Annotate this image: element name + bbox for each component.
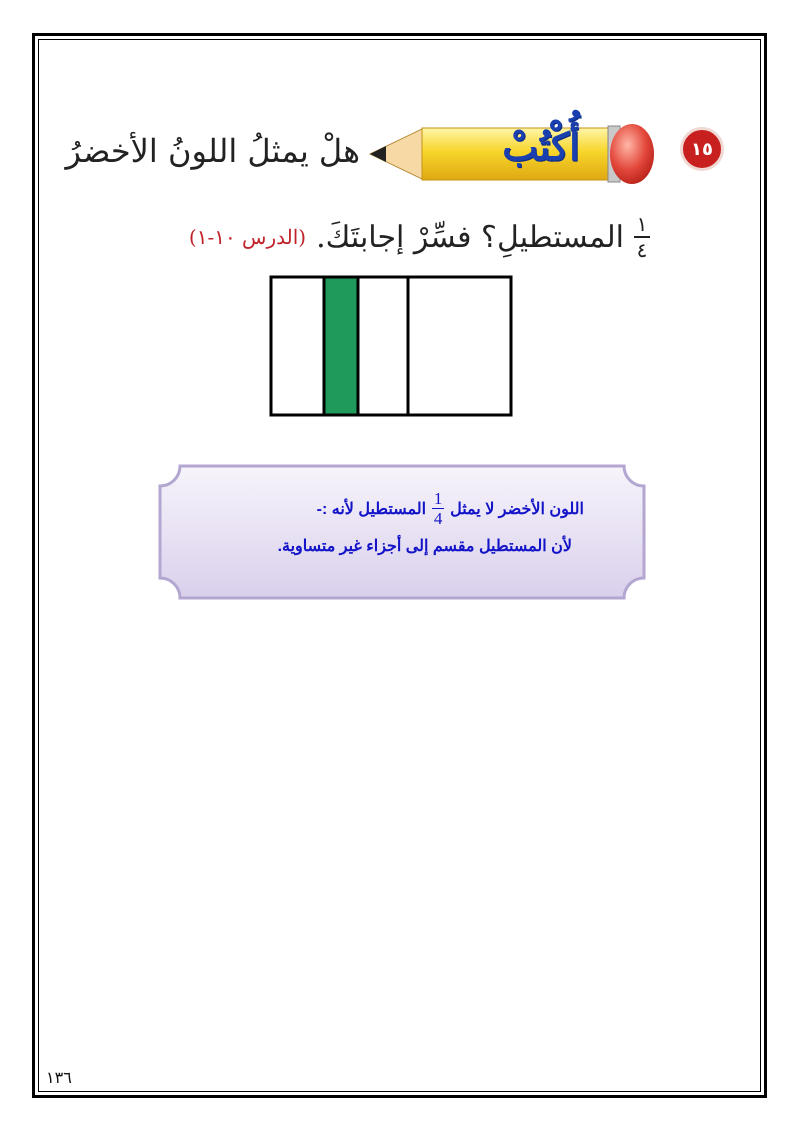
page-number: ١٣٦ [46, 1068, 72, 1087]
question-text-line1: هلْ يمثلُ اللونُ الأخضرُ [65, 132, 360, 170]
partitioned-rectangle [269, 275, 513, 417]
answer-line1-before: اللون الأخضر لا يمثل [450, 500, 584, 518]
question-text-line2 [189, 214, 650, 260]
question-number-badge: ١٥ [680, 127, 724, 171]
rectangle-outline [271, 277, 511, 415]
question-text-line2-body: المستطيلِ؟ فسِّرْ إجابتَكَ. [316, 219, 624, 255]
question-fraction [634, 214, 650, 260]
answer-text [180, 478, 624, 588]
green-shaded-part [324, 277, 358, 415]
answer-fraction [432, 490, 444, 527]
fraction-denominator: ٤ [636, 238, 648, 262]
answer-fraction-denominator: 4 [433, 509, 443, 528]
lesson-reference: (الدرس ١٠-١) [188, 225, 307, 249]
fraction-numerator: ١ [636, 212, 648, 236]
answer-line1-after: المستطيل لأنه :- [316, 500, 427, 518]
answer-fraction-numerator: 1 [433, 489, 443, 508]
write-badge-label: أُكْتُبْ [502, 123, 580, 169]
answer-line2: لأن المستطيل مقسم إلى أجزاء غير متساوية. [277, 538, 572, 555]
answer-line1 [317, 490, 584, 527]
